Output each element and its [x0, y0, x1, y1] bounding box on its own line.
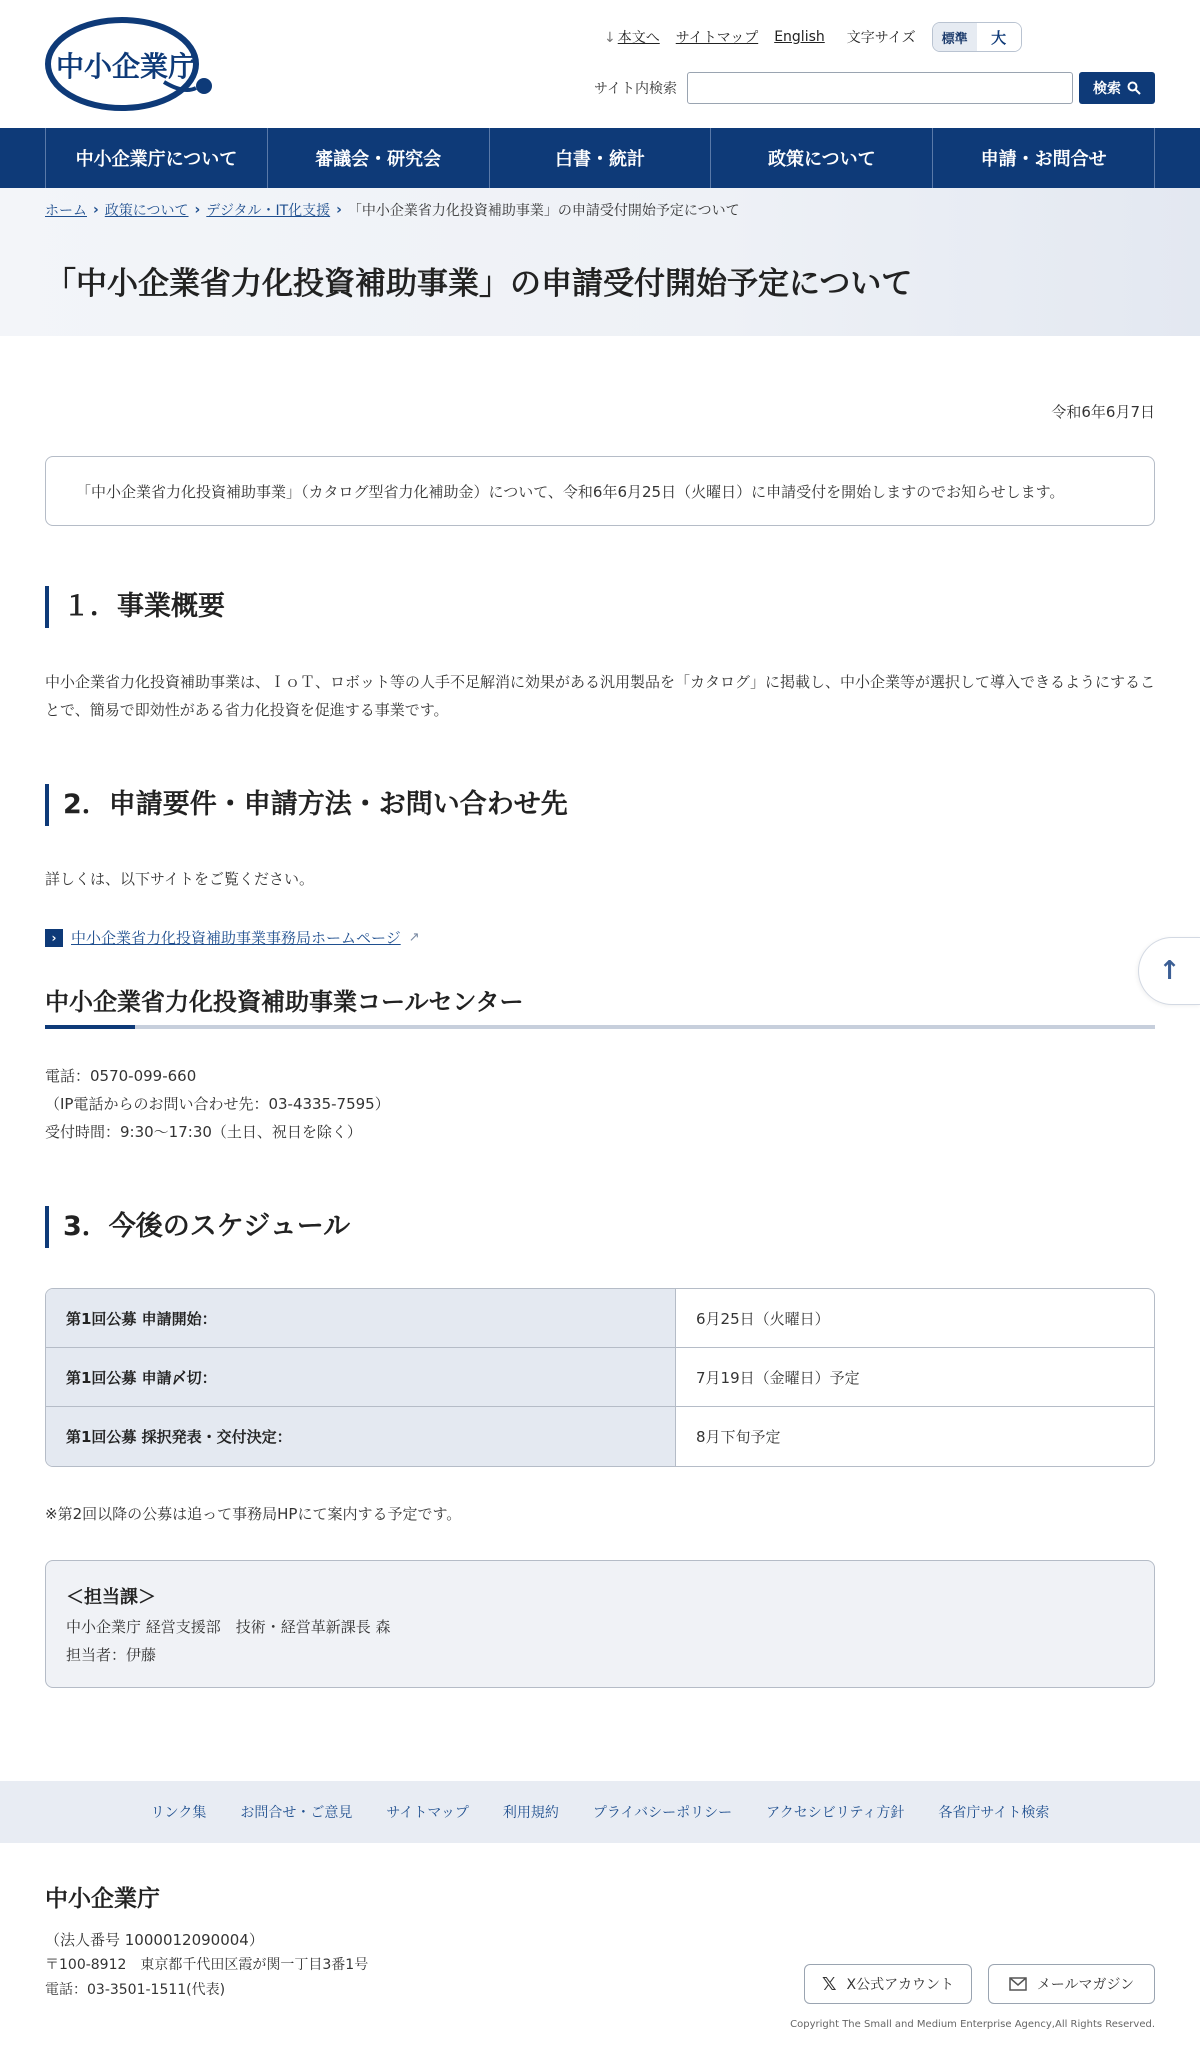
footer-org-name: 中小企業庁 — [45, 1886, 160, 1912]
footer-phone: 電話：03-3501-1511(代表) — [45, 1982, 226, 1998]
overview-text: 中小企業省力化投資補助事業は、ＩｏＴ、ロボット等の人手不足解消に効果がある汎用製品を「カタログ」に掲載し、中小企業等が選択して導入できるようにすることで、簡易で即効性がある省力化投資を促進する事業です。 — [45, 673, 1156, 719]
call-center-hours: 受付時間：9:30～17:30（土日、祝日を除く） — [45, 1123, 362, 1141]
mail-magazine-label: メールマガジン — [1036, 1977, 1135, 1993]
section-heading-application: 2．申請要件・申請方法・お問い合わせ先 — [45, 784, 568, 826]
sitemap-link[interactable]: サイトマップ — [675, 30, 759, 46]
schedule-label: 第1回公募 申請〆切： — [46, 1348, 676, 1406]
breadcrumb-policy[interactable]: 政策について — [104, 203, 189, 219]
english-link[interactable]: English — [774, 29, 825, 45]
footer-link-links[interactable]: リンク集 — [150, 1805, 207, 1821]
section-heading-schedule: 3．今後のスケジュール — [45, 1206, 350, 1248]
utility-links — [604, 22, 1022, 52]
font-size-label: 文字サイズ — [846, 30, 916, 46]
footer-info — [45, 1928, 368, 2003]
x-account-label: X公式アカウント — [846, 1977, 954, 1993]
arrow-down-icon: ↓ — [604, 30, 616, 46]
table-row — [46, 1407, 1154, 1466]
footer-link-ministry-search[interactable]: 各省庁サイト検索 — [938, 1805, 1050, 1821]
font-size-large-button[interactable]: 大 — [977, 23, 1021, 51]
see-site-text: 詳しくは、以下サイトをご覧ください。 — [45, 870, 314, 888]
mail-magazine-button[interactable] — [988, 1964, 1155, 2004]
contact-box — [45, 1560, 1155, 1688]
x-logo-icon: 𝕏 — [822, 1973, 837, 1995]
contact-department: 中小企業庁 経営支援部 技術・経営革新課長 森 — [66, 1618, 391, 1636]
search-button[interactable] — [1079, 72, 1155, 104]
secretariat-homepage-link[interactable]: 中小企業省力化投資補助事業事務局ホームページ — [71, 929, 401, 947]
mail-icon — [1009, 1977, 1027, 1991]
search-button-label: 検索 — [1093, 81, 1122, 97]
page-title: 「中小企業省力化投資補助事業」の申請受付開始予定について — [45, 266, 913, 302]
chevron-right-icon: › — [194, 202, 201, 218]
chevron-right-icon: › — [93, 202, 99, 218]
schedule-value: 6月25日（火曜日） — [696, 1309, 830, 1328]
call-center-ip-phone: （IP電話からのお問い合わせ先：03-4335-7595） — [45, 1095, 390, 1113]
search-input[interactable] — [687, 72, 1073, 104]
chevron-right-icon: › — [336, 202, 342, 218]
copyright: Copyright The Small and Medium Enterprise Agency,All Rights Reserved. — [790, 2019, 1155, 2030]
schedule-value: 8月下旬予定 — [696, 1428, 781, 1446]
search-icon — [1127, 81, 1141, 95]
publish-date: 令和6年6月7日 — [1051, 403, 1155, 421]
nav-item-about[interactable]: 中小企業庁について — [46, 128, 268, 188]
call-center-heading: 中小企業省力化投資補助事業コールセンター — [45, 988, 524, 1016]
arrow-up-icon: ↑ — [1158, 956, 1181, 986]
search-label: サイト内検索 — [594, 81, 678, 97]
secretariat-link-row — [45, 927, 420, 948]
breadcrumb-home[interactable]: ホーム — [45, 203, 87, 219]
breadcrumb — [45, 200, 740, 220]
contact-title: ＜担当課＞ — [66, 1587, 156, 1608]
agency-logo[interactable] — [44, 16, 214, 112]
footer-link-sitemap[interactable]: サイトマップ — [386, 1805, 469, 1821]
heading-rule — [45, 1025, 1155, 1029]
x-account-button[interactable] — [804, 1964, 972, 2004]
site-search — [594, 72, 1155, 104]
schedule-table — [45, 1288, 1155, 1467]
skip-link-wrap[interactable] — [604, 27, 660, 47]
font-size-toggle — [932, 22, 1022, 52]
table-row — [46, 1289, 1154, 1348]
external-link-icon: ↗ — [408, 930, 420, 945]
font-size-standard-button[interactable]: 標準 — [933, 23, 977, 51]
footer-link-inquiry[interactable]: お問合せ・ご意見 — [240, 1805, 353, 1821]
notice-text: 「中小企業省力化投資補助事業」（カタログ型省力化補助金）について、令和6年6月25日（火曜日）に申請受付を開始しますのでお知らせします。 — [76, 482, 1065, 501]
notice-box — [45, 456, 1155, 526]
breadcrumb-digital[interactable]: デジタル・IT化支援 — [206, 203, 331, 219]
site-header — [0, 0, 1200, 128]
nav-item-councils[interactable]: 審議会・研究会 — [268, 128, 490, 188]
schedule-value: 7月19日（金曜日）予定 — [696, 1368, 860, 1387]
schedule-label: 第1回公募 申請開始： — [46, 1289, 676, 1347]
call-center-phone: 電話：0570-099-660 — [45, 1067, 197, 1085]
footer-link-privacy[interactable]: プライバシーポリシー — [592, 1805, 733, 1821]
nav-item-policy[interactable]: 政策について — [711, 128, 933, 188]
table-row — [46, 1348, 1154, 1407]
skip-to-content-link[interactable]: 本文へ — [617, 30, 660, 46]
footer-links — [0, 1781, 1200, 1843]
breadcrumb-current: 「中小企業省力化投資補助事業」の申請受付開始予定について — [347, 203, 740, 219]
schedule-label: 第1回公募 採択発表・交付決定： — [46, 1407, 676, 1466]
logo-text: 中小企業庁 — [56, 50, 197, 83]
global-nav — [0, 128, 1200, 188]
nav-item-whitepaper[interactable]: 白書・統計 — [490, 128, 712, 188]
footer-link-accessibility[interactable]: アクセシビリティ方針 — [766, 1805, 905, 1821]
footer-link-terms[interactable]: 利用規約 — [502, 1805, 559, 1821]
corp-number: （法人番号 1000012090004） — [45, 1931, 264, 1949]
nav-item-application[interactable]: 申請・お問合せ — [933, 128, 1155, 188]
back-to-top-button[interactable] — [1138, 937, 1200, 1005]
footer-address: 〒100-8912 東京都千代田区霞が関一丁目3番1号 — [45, 1957, 369, 1973]
chevron-right-icon: › — [45, 929, 63, 947]
section-heading-overview: １．事業概要 — [45, 586, 225, 628]
schedule-note: ※第2回以降の公募は追って事務局HPにて案内する予定です。 — [45, 1505, 462, 1523]
contact-person: 担当者：伊藤 — [66, 1646, 157, 1664]
